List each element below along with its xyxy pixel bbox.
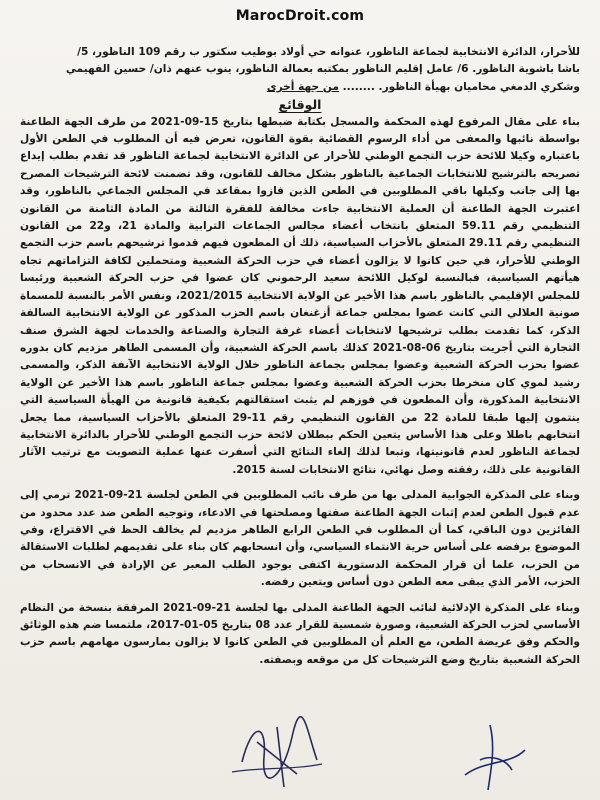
intro-line-text: وشكري الدمغي محاميان بهيأة الناظور. ........: [342, 80, 580, 93]
site-watermark: MarocDroit.com: [235, 8, 365, 24]
intro-line: باشا باشوية الناظور. 6/ عامل إقليم الناظور بمكتبه بعمالة الناظور، ينوب عنهم ذان/ حسين الفهيمي: [65, 63, 580, 76]
intro-line: للأحرار، الدائرة الانتخابية لجماعة الناظور، عنوانه حي أولاد بوطيب سكتور ب رقم 109 الناظور، 5/: [77, 46, 580, 58]
paragraph-facts: بناء على مقال المرفوع لهذه المحكمة والمسجل بكتابة ضبطها بتاريخ 15-09-2021 من طرف الجهة الطاعنة بواسطة نائبها والمعفى من أداء الرسوم القضائية بقوة القانون، تعرض فيه أن المطلوب في الطعن الأول باعتباره وكيلا للائحة حزب التجمع الوطني للأحرار عن الدائرة الانتخابية لجماعة الناظور قد تقدم بطلب إيداع تصريحه بالترشيح للانتخابات الجماعية بالناظور بشكل مخالف للقانون، وقد تضمنت لائحة الترشيحات المصرح بها إلى جانب وكيلها باقي المطلوبين في الطعن الذين فازوا بمقاعد في المجلس الجماعي بالناظور، وقد اعتبرت الجهة الطاعنة أن العملية الانتخابية جاءت مخالفة للفقرة الثالثة من المادة الثامنة من القانون التنظيمي رقم 59.11 المتعلق بانتخاب أعضاء مجالس الجماعات الترابية والمادة 21، و22 من القانون التنظيمي رقم 29.11 المتعلق بالأحزاب السياسية، ذلك أن المطعون فيهم قدموا ترشيحهم باسم حزب التجمع الوطني للأحرار، في حين كانوا لا يزالون أعضاء في حزب الحركة الشعبية ومتحملين لكافة التزاماتهم تجاه هيأتهم السياسية، فبالنسبة لوكيل اللائحة سعيد الرحموني كان عضوا في حزب الحركة الشعبية ورئيسا للمجلس الإقليمي بالناظور باسم هذا الأخير عن الولاية الانتخابية 2021/2015، ونفس الأمر بالنسبة للمسماة صونية العلالي التي كانت عضوا بمجلس جماعة أزغنغان باسم الحزب المذكور عن الولاية الانتخابية السالفة الذكر، كما تقدمت بطلب ترشيحها لانتخابات أعضاء غرفة التجارة والصناعة والخدمات لجهة الشرق صنف التجارة التي أجريت بتاريخ 06-08-2021 كذلك باسم الحركة الشعبية، وأن المسمى الطاهر مزديم كان بدوره عضوا بحزب الحركة الشعبية وعضوا بمجلس بجماعة الناظور خلال الولاية الانتخابية الآنفة الذكر، والمسمى رشيد لموي كان منخرطا بحزب الحركة الشعبية وعضوا بمجلس جماعة الناظور باسم هذا الأخير عن الولاية الانتخابية المذكورة، وأن المطعون في فوزهم لم يثبت استقالتهم بكيفية قانونية من الهيأة السياسية التي ينتمون إليها طبقا للمادة 22 من القانون التنظيمي رقم 11-29 المتعلق بالأحزاب السياسية، مما يجعل انتخابهم باطلا وعلى هذا الأساس يتعين الحكم ببطلان لائحة حزب التجمع الوطني للأحرار بالدائرة الانتخابية لجماعة الناظور لعدم قانونيتها، وتبعا لذلك إلغاء النتائج التي أسفرت عنها عملية التصويت مع ترتيب الآثار القانونية على ذلك، رفقته وصل نهائي، نتائج الانتخابات لسنة 2015.: [20, 115, 581, 476]
signature-right-drawing: [450, 720, 540, 795]
intro-line: [20, 79, 580, 96]
paragraph-filing-memo: وبناء على المذكرة الإدلائية لنائب الجهة الطاعنة المدلى بها لجلسة 21-09-2021 المرفقة بنسخة من النظام الأساسي لحزب الحركة الشعبية، وصورة شمسية للقرار عدد 08 بتاريخ 05-01-2017، ملتمسا ضم هذه الوثائق والحكم وفق عريضة الطعن، مع العلم أن المطلوبين في الطعن كانوا لا يزالون يمارسون مهامهم باسم حزب الحركة الشعبية بتاريخ وضع الترشيحات كل من موقعه وبصفته.: [20, 601, 580, 666]
signature-left-drawing: [222, 712, 332, 792]
other-party-label: من جهة أخرى: [266, 80, 339, 93]
section-title: الوقائع: [278, 97, 322, 113]
document-body: [20, 44, 580, 669]
paragraph-reply-memo: وبناء على المذكرة الجوابية المدلى بها من طرف نائب المطلوبين في الطعن لجلسة 21-09-2021 ترمي إلى عدم قبول الطعن لعدم إثبات الجهة الطاعنة صفتها ومصلحتها في الادعاء، وتوجيه الطعن ضد عدد محدود من الفائزين دون الباقي، كما أن المطلوب في الطعن الرابع الطاهر مزديم لم يخالف الحظ في الاقتراع، وفي الموضوع برفضه على أساس حرية الانتماء السياسي، وأن انسحابهم كان بناء على تقديمهم لطلبات الاستقالة من الحزب، علما أن قرار المحكمة الدستورية اكتفى بوجود الطلب المعبر عن الإرادة في الانسحاب من الحزب، الأمر الذي يبقى معه الطعن دون أساس ويتعين رفضه.: [20, 489, 580, 589]
